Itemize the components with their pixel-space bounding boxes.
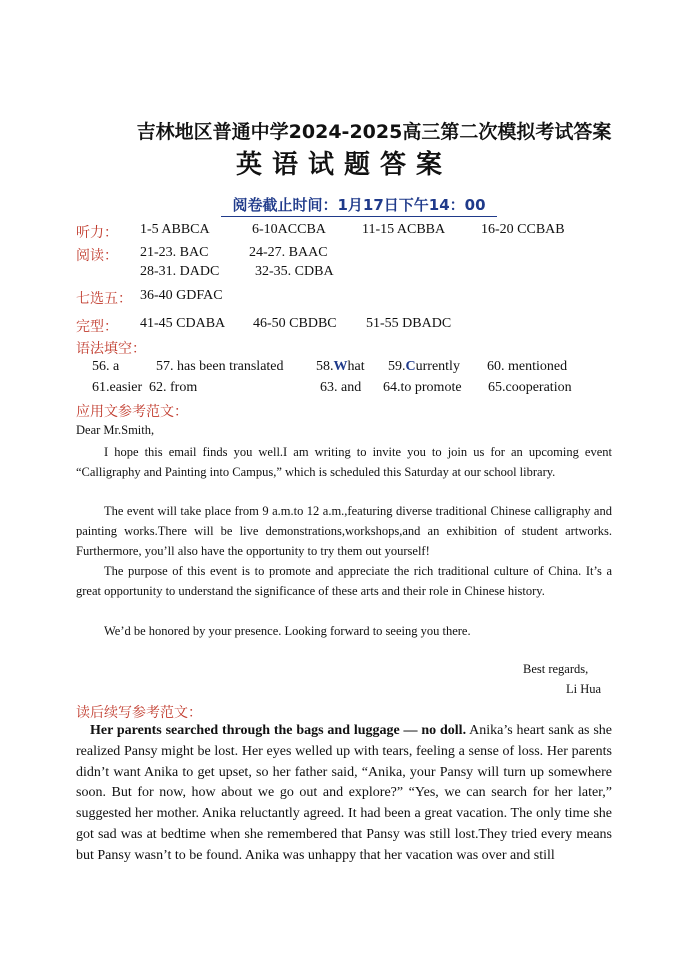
grammar-answer-59: 59.Currently: [388, 359, 460, 374]
seven-choose-five-answers: 36-40 GDFAC: [140, 288, 223, 303]
seven-choose-five-label: 七选五：: [76, 291, 132, 307]
grammar-answer-62: 62. from: [149, 380, 198, 395]
deadline-underline: [221, 216, 497, 217]
listening-answers-4: 16-20 CCBAB: [481, 222, 565, 237]
reading-answers-1: 21-23. BAC: [140, 245, 209, 260]
listening-answers-3: 11-15 ACBBA: [362, 222, 446, 237]
letter-paragraph-4: We’d be honored by your presence. Looking forward to seeing you there.: [104, 624, 471, 638]
letter-paragraph-2: The event will take place from 9 a.m.to 12 a.m.,featuring diverse traditional Chinese calligraphy and painting works.There will be live demonstrations,workshops,and an exhibition of student artworks. Furthermore, you’ll also have the opportunity to try them out yourself!: [76, 504, 612, 558]
letter-paragraph-3: The purpose of this event is to promote and appreciate the rich traditional culture of China. It’s a great opportunity to understand the significance of these arts and their role in Chinese history.: [76, 564, 612, 598]
document-subtitle: 英语试题答案: [235, 150, 452, 180]
continuation-body: Anika’s heart sank as she realized Pansy might be lost. Her eyes welled up with tears, feeling a sense of loss. Her parents didn’t want Anika to get upset, so her father said, “Anika, your Pansy will turn up somewhere soon. But for now, how about we go out and explore?” “Yes, we can search for her later,” suggested her mother. Anika reluctantly agreed. It had been a great vacation. The only time she got sad was at bedtime when she remembered that Pansy was still lost.They tried every means but Pansy wasn’t to be found. Anika was unhappy that her vacation was over and still: [76, 723, 612, 863]
listening-label: 听力：: [76, 225, 118, 241]
grammar-answer-57: 57. has been translated: [156, 359, 284, 374]
grammar-answer-64: 64.to promote: [383, 380, 462, 395]
grammar-answer-58: 58.What: [316, 359, 365, 374]
listening-answers-2: 6-10ACCBA: [252, 222, 326, 237]
letter-paragraph-1: I hope this email finds you well.I am writing to invite you to join us for an upcoming event “Calligraphy and Painting into Campus,” which is scheduled this Saturday at our school library.: [76, 445, 612, 479]
grading-deadline: 阅卷截止时间：1月17日下午14：00: [232, 196, 486, 214]
cloze-answers-2: 46-50 CBDBC: [253, 316, 337, 331]
continuation-opening-sentence: Her parents searched through the bags and luggage — no doll.: [90, 723, 467, 738]
reading-label: 阅读：: [76, 248, 118, 264]
letter-salutation: Dear Mr.Smith,: [76, 423, 155, 437]
grammar-answer-56: 56. a: [92, 359, 120, 374]
continuation-paragraph: [76, 721, 612, 867]
cloze-answers-1: 41-45 CDABA: [140, 316, 226, 331]
reading-answers-3: 28-31. DADC: [140, 264, 220, 279]
letter-closing: Best regards,: [523, 662, 589, 676]
grammar-answer-60: 60. mentioned: [487, 359, 568, 374]
continuation-label: 读后续写参考范文：: [76, 705, 202, 721]
cloze-answers-3: 51-55 DBADC: [366, 316, 452, 331]
grammar-label: 语法填空：: [76, 341, 146, 357]
listening-answers-1: 1-5 ABBCA: [140, 222, 210, 237]
reading-answers-4: 32-35. CDBA: [255, 264, 334, 279]
cloze-label: 完型：: [76, 319, 118, 335]
document-title: 吉林地区普通中学2024-2025高三第二次模拟考试答案: [136, 121, 612, 143]
letter-signature: Li Hua: [566, 682, 602, 696]
reading-answers-2: 24-27. BAAC: [249, 245, 328, 260]
grammar-answer-65: 65.cooperation: [488, 380, 572, 395]
grammar-answer-61: 61.easier: [92, 380, 143, 395]
writing-label: 应用文参考范文：: [76, 404, 188, 420]
grammar-answer-63: 63. and: [320, 380, 362, 395]
